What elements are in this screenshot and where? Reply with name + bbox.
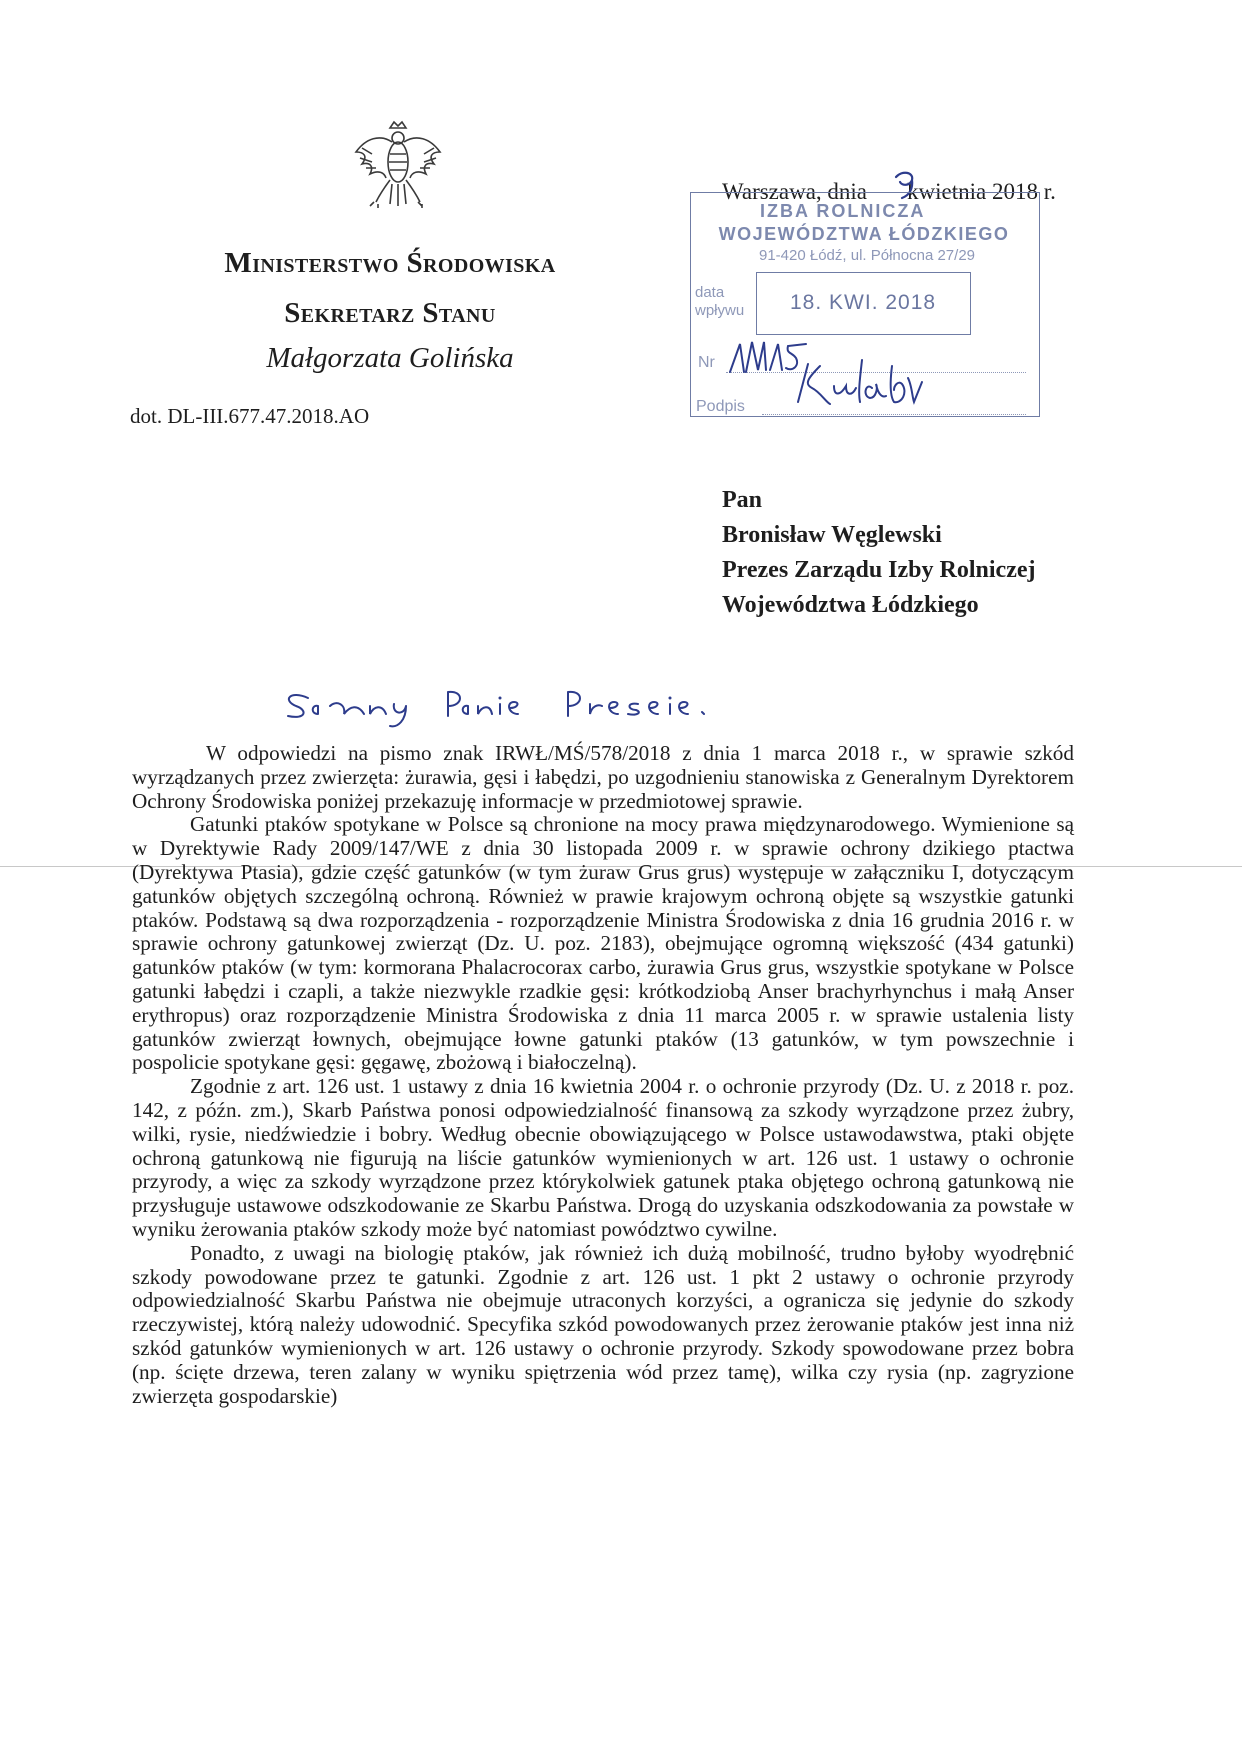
handwritten-greeting — [278, 680, 738, 732]
reference-number: dot. DL-III.677.47.2018.AO — [130, 404, 370, 428]
handwritten-signature — [790, 352, 940, 412]
stamp-podpis-label: Podpis — [696, 398, 745, 415]
paragraph-3: Zgodnie z art. 126 ust. 1 ustawy z dnia 16 kwietnia 2004 r. o ochronie przyrody (Dz. U. z 2018 r. poz. 142, z późn. zm.), Skarb Państwa ponosi odpowiedzialność finansową za szkody wyrządzone przez żubry, wilki, rysie, niedźwiedzie i bobry. Według obecnie obowiązującego w Polsce ustawodawstwa, ptaki objęte ochroną gatunkową nie figurują na liście gatunków wymienionych w art. 126 ust. 1 ustawy o ochronie przyrody, a więc za szkody wyrządzone przez którykolwiek gatunek ptaka objętego ochroną gatunkową nie przysługuje ustawowe odszkodowanie ze Skarbu Państwa. Drogą do uzyskania odszkodowania za powstałe w wyniku żerowania ptaków szkody może być natomiast powództwo cywilne. — [132, 1074, 1074, 1241]
recipient-title: Prezes Zarządu Izby Rolniczej — [722, 557, 1036, 583]
ministry-header — [120, 238, 660, 338]
stamp-address: 91-420 Łódź, ul. Północna 27/29 — [759, 247, 975, 264]
ministry-name: Ministerstwo Środowiska — [224, 247, 556, 279]
receipt-stamp — [690, 192, 1040, 417]
stamp-date-label — [695, 284, 744, 320]
stamp-institution: IZBA ROLNICZA — [760, 201, 926, 221]
recipient-block — [722, 483, 1036, 623]
paragraph-4: Ponadto, z uwagi na biologię ptaków, jak również ich dużą mobilność, trudno byłoby wyodrębnić szkody powodowane przez te gatunki. Zgodnie z art. 126 ust. 1 pkt 2 ustawy o ochronie przyrody odpowiedzialność Skarbu Państwa nie obejmuje utraconych korzyści, a ogranicza się jedynie do szkody rzeczywistej, którą należy udowodnić. Specyfika szkód powodowanych przez żerowanie ptaków jest inna niż szkód gatunków wymienionych w art. 126 ustawy o ochronie przyrody. Szkody spowodowane przez bobra (np. ścięte drzewa, teren zalany w wyniku spiętrzenia wód przez tamę), wilka czy rysia (np. zagryzione zwierzęta gospodarskie) — [132, 1240, 1074, 1408]
recipient-salutation: Pan — [722, 487, 763, 513]
stamp-nr-label: Nr — [698, 354, 715, 371]
stamp-date-label-2: wpływu — [695, 302, 745, 319]
paragraph-1: W odpowiedzi na pismo znak IRWŁ/MŚ/578/2018 z dnia 1 marca 2018 r., w sprawie szkód wyrządzanych przez zwierzęta: żurawia, gęsi i łabędzi, po uzgodnieniu stanowiska z Generalnym Dyrektorem Ochrony Środowiska poniżej przekazuję informacje w przedmiotowej sprawie. — [132, 741, 1074, 813]
polish-eagle-emblem-icon — [350, 118, 446, 210]
date-prefix: Warszawa, dnia — [722, 179, 868, 204]
ministry-position: Sekretarz Stanu — [284, 297, 496, 329]
recipient-region: Województwa Łódzkiego — [722, 592, 979, 618]
date-suffix: kwietnia 2018 r. — [907, 179, 1056, 204]
stamp-region: WOJEWÓDZTWA ŁÓDZKIEGO — [718, 224, 1010, 244]
stamp-date-value: 18. KWI. 2018 — [790, 291, 937, 314]
letter-body — [132, 742, 1074, 1408]
paragraph-2: Gatunki ptaków spotykane w Polsce są chronione na mocy prawa międzynarodowego. Wymienione są w Dyrektywie Rady 2009/147/WE z dnia 30 listopada 2009 r. w sprawie ochrony dzikiego ptactwa (Dyrektywa Ptasia), gdzie część gatunków (w tym żuraw Grus grus) występuje w załączniku I, dotyczącym gatunków objętych szczególną ochroną. Również w prawie krajowym ochroną objęte są wszystkie gatunki ptaków. Podstawą są dwa rozporządzenia - rozporządzenie Ministra Środowiska z dnia 16 grudnia 2016 r. w sprawie ochrony gatunkowej zwierząt (Dz. U. poz. 2183), obejmujące ogromną większość (434 gatunki) gatunków ptaków (w tym: kormorana Phalacrocorax carbo, żurawia Grus grus, wszystkie spotykane w Polsce gatunki łabędzi i czapli, a także niezwykle rzadkie gęsi: krótkodziobą Anser brachyrhynchus i małą Anser erythropus) oraz rozporządzenie Ministra Środowiska z dnia 11 marca 2005 r. w sprawie ustalenia listy gatunków zwierząt łownych, obejmujące łowne gatunki ptaków (13 gatunków, w tym powszechnie i pospolicie spotykane gęsi: gęgawę, zbożową i białoczelną). — [132, 812, 1074, 1075]
signatory-name: Małgorzata Golińska — [266, 342, 514, 374]
stamp-date-label-1: data — [695, 284, 725, 301]
stamp-podpis-line — [762, 414, 1026, 415]
recipient-name: Bronisław Węglewski — [722, 522, 942, 548]
